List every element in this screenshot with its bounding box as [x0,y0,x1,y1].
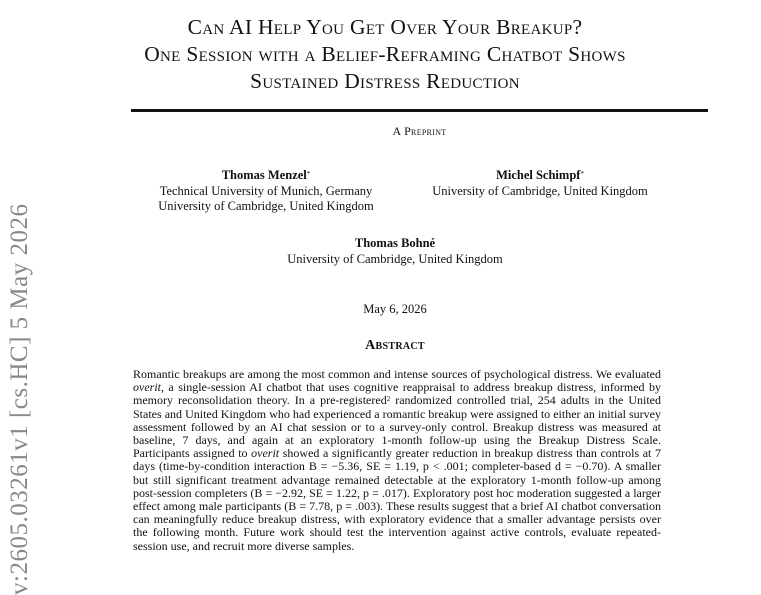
abstract-body [133,368,661,553]
preprint-label: A Preprint [392,124,447,138]
abstract-tool-name: overit [251,446,280,461]
abstract-text: randomized controlled trial, 254 adults in the United States and United Kingdom who had experienced a romantic breakup were assigned to either an initial survey assessment followed by an AI chat session or to a survey-only control. Breakup distress was measured at baseline, 7 days, and again at an exploratory 1-month follow-up using the Breakup Distress Scale. Participants assigned to [133,393,662,461]
paper-title-line-1: Can AI Help You Get Over Your Breakup? [187,15,583,39]
author-affiliation: University of Cambridge, United Kingdom [287,251,503,266]
author-name: Thomas Menzel [221,168,307,182]
abstract-text: , a single-session AI chatbot that uses cognitive reappraisal to address breakup distress, informed by memory reconsolidation theory. In a pre-registered [133,380,661,408]
abstract-heading: Abstract [365,338,425,353]
author-affiliation: University of Cambridge, United Kingdom [432,183,648,198]
abstract-tool-name: overit [133,380,161,395]
author-name: Thomas Bohné [354,236,436,250]
author-name: Michel Schimpf [496,168,581,182]
paper-title-line-2: One Session with a Belief-Reframing Chatbot Shows [144,42,626,66]
author-block-1 [131,168,401,215]
author-affiliation: Technical University of Munich, Germany [159,183,373,198]
author-block-2 [420,168,660,199]
arxiv-side-stamp: v:2605.03261v1 [cs.HC] 5 May 2026 [6,203,33,595]
author-affiliation: University of Cambridge, United Kingdom [158,199,374,213]
abstract-text: showed a significantly greater reduction in breakup distress than controls at 7 days (time-by-condition interaction B = −5.36, SE = 1.19, p < .001; completer-based d = −0.70). A smaller but still significant treatment advantage remained detectable at the exploratory 1-month follow-up among post-session completers (B = −2.92, SE = 1.22, p = .017). Exploratory post hoc moderation suggested a larger effect among male participants (B = 7.78, p = .003). These results suggest that a brief AI chatbot conversation can meaningfully reduce breakup distress, with exploratory evidence that a smaller advantage persists over the following month. Future work should test the intervention against active controls, evaluate repeated-session use, and recruit more diverse samples. [133,446,661,553]
title-rule [131,109,708,112]
author-marker: * [580,170,584,178]
footnote-marker[interactable]: 2 [386,395,391,404]
author-marker: * [306,170,311,178]
paper-title-line-3: Sustained Distress Reduction [250,69,520,93]
abstract-text: Romantic breakups are among the most common and intense sources of psychological distress. We evaluated [133,367,661,381]
paper-date: May 6, 2026 [363,302,427,316]
author-block-3 [250,236,540,267]
